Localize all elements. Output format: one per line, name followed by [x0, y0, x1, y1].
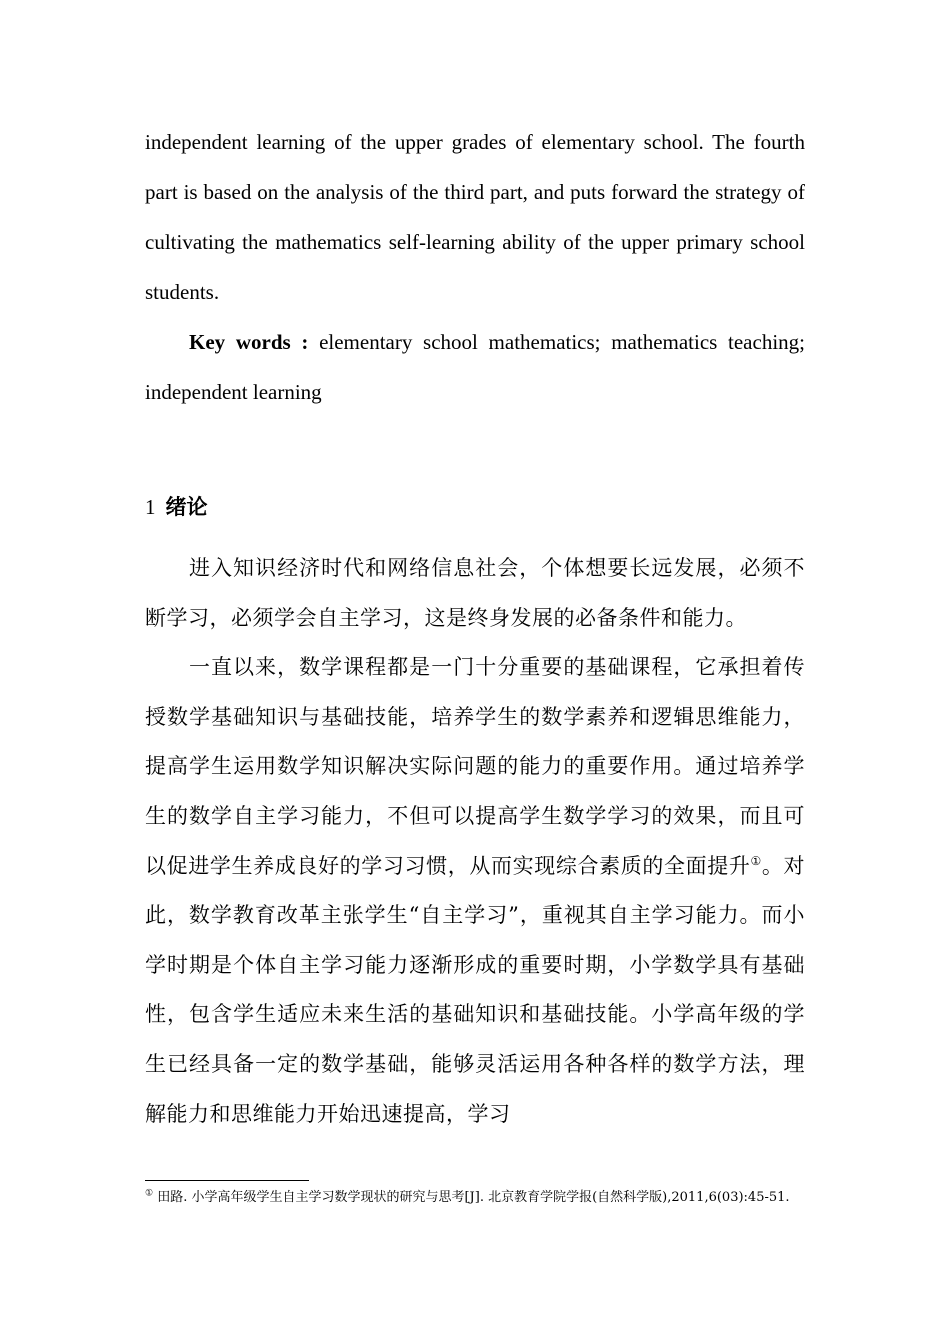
- keywords-text: elementary school mathematics; mathematics teaching; independent learning: [145, 330, 805, 404]
- body-paragraph-2: [145, 643, 805, 1139]
- section-number: 1: [145, 495, 156, 519]
- page-content: [145, 117, 805, 1139]
- section-title: 绪论: [165, 495, 208, 519]
- body-paragraph-2-part2: 。对此，数学教育改革主张学生“自主学习”，重视其自主学习能力。而小学时期是个体自主学习能力逐渐形成的重要时期，小学数学具有基础性，包含学生适应未来生活的基础知识和基础技能。小学高年级的学生已经具备一定的数学基础，能够灵活运用各种各样的数学方法，理解能力和思维能力开始迅速提高，学习: [145, 853, 805, 1126]
- body-paragraph-1: 进入知识经济时代和网络信息社会，个体想要长远发展，必须不断学习，必须学会自主学习，这是终身发展的必备条件和能力。: [145, 556, 805, 630]
- abstract-paragraph: independent learning of the upper grades of elementary school. The fourth part is based on the analysis of the third part, and puts forward the strategy of cultivating the mathematics self-learning ability of the upper primary school students.: [145, 130, 805, 304]
- keywords-label: Key words :: [189, 330, 309, 354]
- footnote-text: 田路. 小学高年级学生自主学习数学现状的研究与思考[J]. 北京教育学院学报(自然科学版),2011,6(03):45-51.: [153, 1190, 790, 1205]
- footnote: [145, 1186, 805, 1209]
- section-heading: [145, 482, 805, 532]
- footnote-reference[interactable]: ①: [750, 853, 762, 868]
- keywords-line: [145, 317, 805, 417]
- footnote-marker: ①: [145, 1188, 154, 1199]
- body-paragraph-2-part1: 一直以来，数学课程都是一门十分重要的基础课程，它承担着传授数学基础知识与基础技能，培养学生的数学素养和逻辑思维能力，提高学生运用数学知识解决实际问题的能力的重要作用。通过培养学生的数学自主学习能力，不但可以提高学生数学学习的效果，而且可以促进学生养成良好的学习习惯，从而实现综合素质的全面提升: [145, 655, 805, 878]
- footnote-divider: [145, 1180, 309, 1181]
